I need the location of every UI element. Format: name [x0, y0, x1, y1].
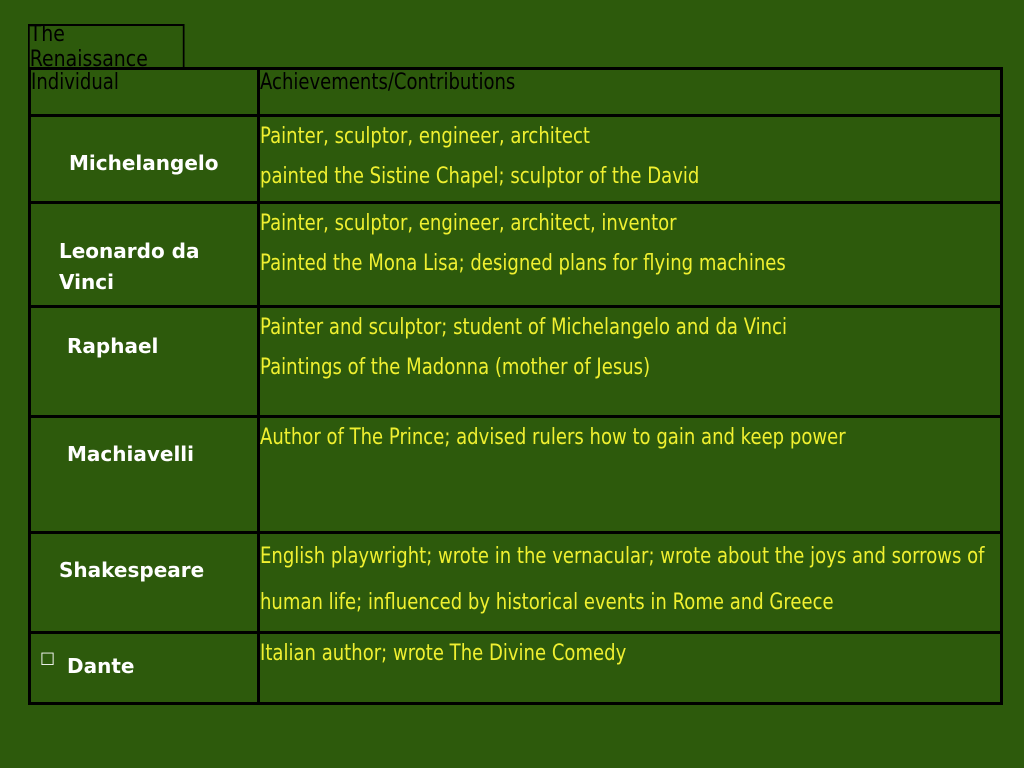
- individual-cell: Machiavelli: [30, 417, 259, 533]
- page-title: The Renaissance: [28, 24, 185, 68]
- achievement-cell: Italian author; wrote The Divine Comedy: [259, 633, 1002, 704]
- header-achievements: Achievements/Contributions: [259, 69, 1002, 116]
- individual-cell: Leonardo da Vinci: [30, 203, 259, 307]
- table-row: [30, 307, 1002, 417]
- individual-cell: Dante: [30, 633, 259, 704]
- table-row: [30, 116, 1002, 203]
- achievement-cell: Painter, sculptor, engineer, architect painted the Sistine Chapel; sculptor of the David: [259, 116, 1002, 203]
- achievement-cell: Painter and sculptor; student of Michelangelo and da Vinci Paintings of the Madonna (mother of Jesus): [259, 307, 1002, 417]
- header-individual: Individual: [30, 69, 259, 116]
- table-row: [30, 533, 1002, 633]
- table-row: [30, 417, 1002, 533]
- achievement-cell: Painter, sculptor, engineer, architect, inventor Painted the Mona Lisa; designed plans for flying machines: [259, 203, 1002, 307]
- individual-cell: Shakespeare: [30, 533, 259, 633]
- table-row: [30, 203, 1002, 307]
- achievement-cell: English playwright; wrote in the vernacular; wrote about the joys and sorrows of human life; influenced by historical events in Rome and Greece: [259, 533, 1002, 633]
- individual-cell: Michelangelo: [30, 116, 259, 203]
- bullet-marker-icon: □: [40, 648, 56, 667]
- header-row: [30, 69, 1002, 116]
- achievement-cell: Author of The Prince; advised rulers how to gain and keep power: [259, 417, 1002, 533]
- individual-cell: Raphael: [30, 307, 259, 417]
- renaissance-table: [28, 67, 1003, 705]
- table-row: [30, 633, 1002, 704]
